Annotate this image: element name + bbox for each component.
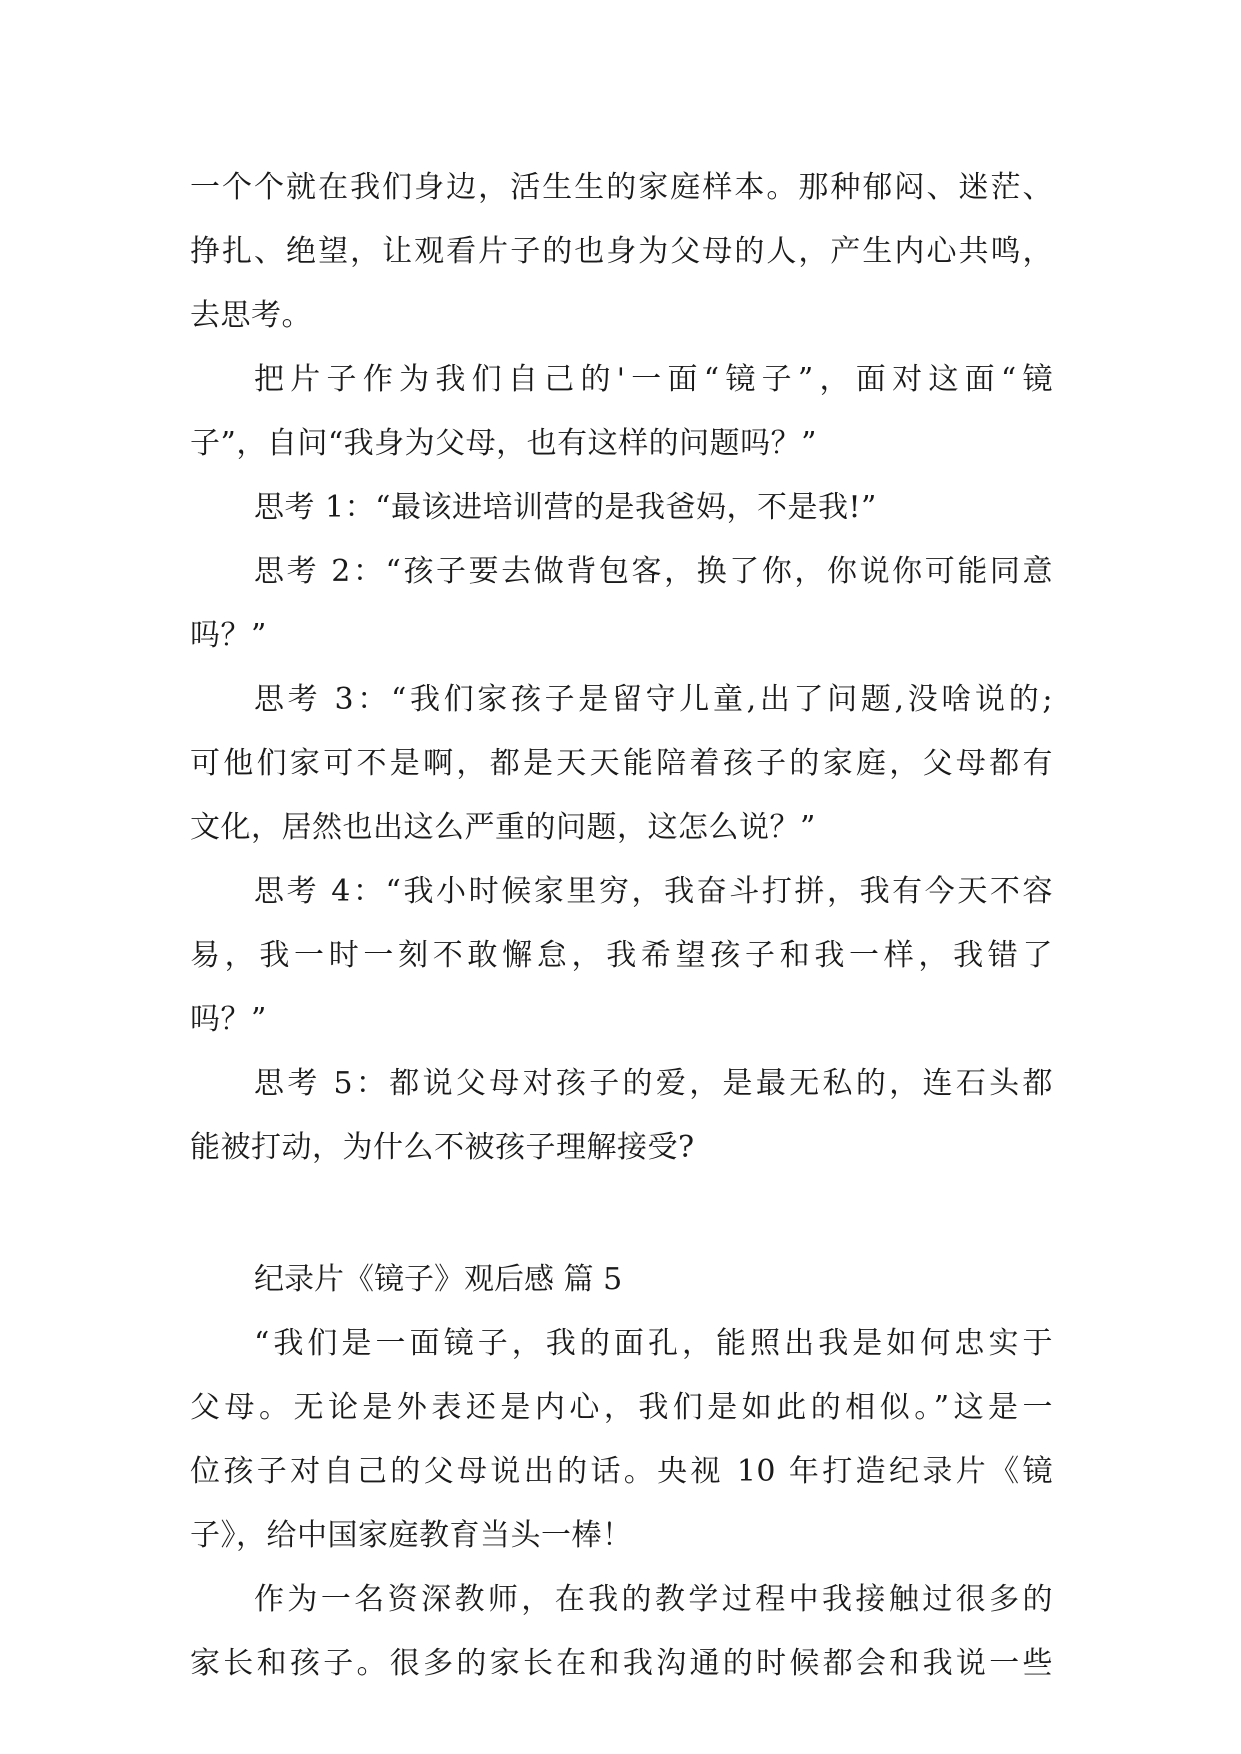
section-heading: 纪录片《镜子》观后感 篇 5 bbox=[254, 1262, 623, 1297]
text-line: 易，我一时一刻不敢懈怠，我希望孩子和我一样，我错了 bbox=[190, 938, 1053, 973]
text-line: 去思考。 bbox=[190, 298, 312, 333]
text-line: 子”，自问“我身为父母，也有这样的问题吗？” bbox=[190, 426, 818, 461]
text-line: 吗？” bbox=[190, 618, 267, 653]
text-line: 可他们家可不是啊，都是天天能陪着孩子的家庭，父母都有 bbox=[190, 746, 1053, 781]
document-page bbox=[190, 156, 1053, 1696]
text-line: 吗？” bbox=[190, 1002, 267, 1037]
paragraph bbox=[190, 476, 1053, 540]
paragraph bbox=[190, 1312, 1053, 1568]
text-line: 父母。无论是外表还是内心，我们是如此的相似。”这是一 bbox=[190, 1390, 1053, 1425]
text-line: 文化，居然也出这么严重的问题，这怎么说？” bbox=[190, 810, 816, 845]
section-spacer bbox=[190, 1180, 1053, 1248]
text-line: 能被打动，为什么不被孩子理解接受? bbox=[190, 1130, 695, 1165]
paragraph bbox=[190, 540, 1053, 668]
text-line: 一个个就在我们身边，活生生的家庭样本。那种郁闷、迷茫、 bbox=[190, 170, 1053, 205]
paragraph bbox=[190, 1052, 1053, 1180]
text-line: 思考 4：“我小时候家里穷，我奋斗打拼，我有今天不容 bbox=[254, 874, 1053, 909]
paragraph bbox=[190, 348, 1053, 476]
text-line: “我们是一面镜子，我的面孔，能照出我是如何忠实于 bbox=[254, 1326, 1053, 1361]
text-line: 把片子作为我们自己的'一面“镜子”，面对这面“镜 bbox=[254, 362, 1053, 397]
text-line: 思考 5：都说父母对孩子的爱，是最无私的，连石头都 bbox=[254, 1066, 1053, 1101]
paragraph bbox=[190, 156, 1053, 348]
text-line: 思考 2：“孩子要去做背包客，换了你，你说你可能同意 bbox=[254, 554, 1053, 589]
text-line: 思考 3：“我们家孩子是留守儿童,出了问题,没啥说的; bbox=[254, 682, 1053, 717]
text-line: 家长和孩子。很多的家长在和我沟通的时候都会和我说一些 bbox=[190, 1646, 1053, 1681]
text-line: 作为一名资深教师，在我的教学过程中我接触过很多的 bbox=[254, 1582, 1053, 1617]
text-line: 思考 1：“最该进培训营的是我爸妈，不是我!” bbox=[254, 490, 877, 525]
text-line: 挣扎、绝望，让观看片子的也身为父母的人，产生内心共鸣， bbox=[190, 234, 1053, 269]
text-line: 子》，给中国家庭教育当头一棒！ bbox=[190, 1518, 633, 1553]
paragraph bbox=[190, 668, 1053, 860]
paragraph bbox=[190, 860, 1053, 1052]
paragraph bbox=[190, 1568, 1053, 1696]
text-line: 位孩子对自己的父母说出的话。央视 10 年打造纪录片《镜 bbox=[190, 1454, 1053, 1489]
